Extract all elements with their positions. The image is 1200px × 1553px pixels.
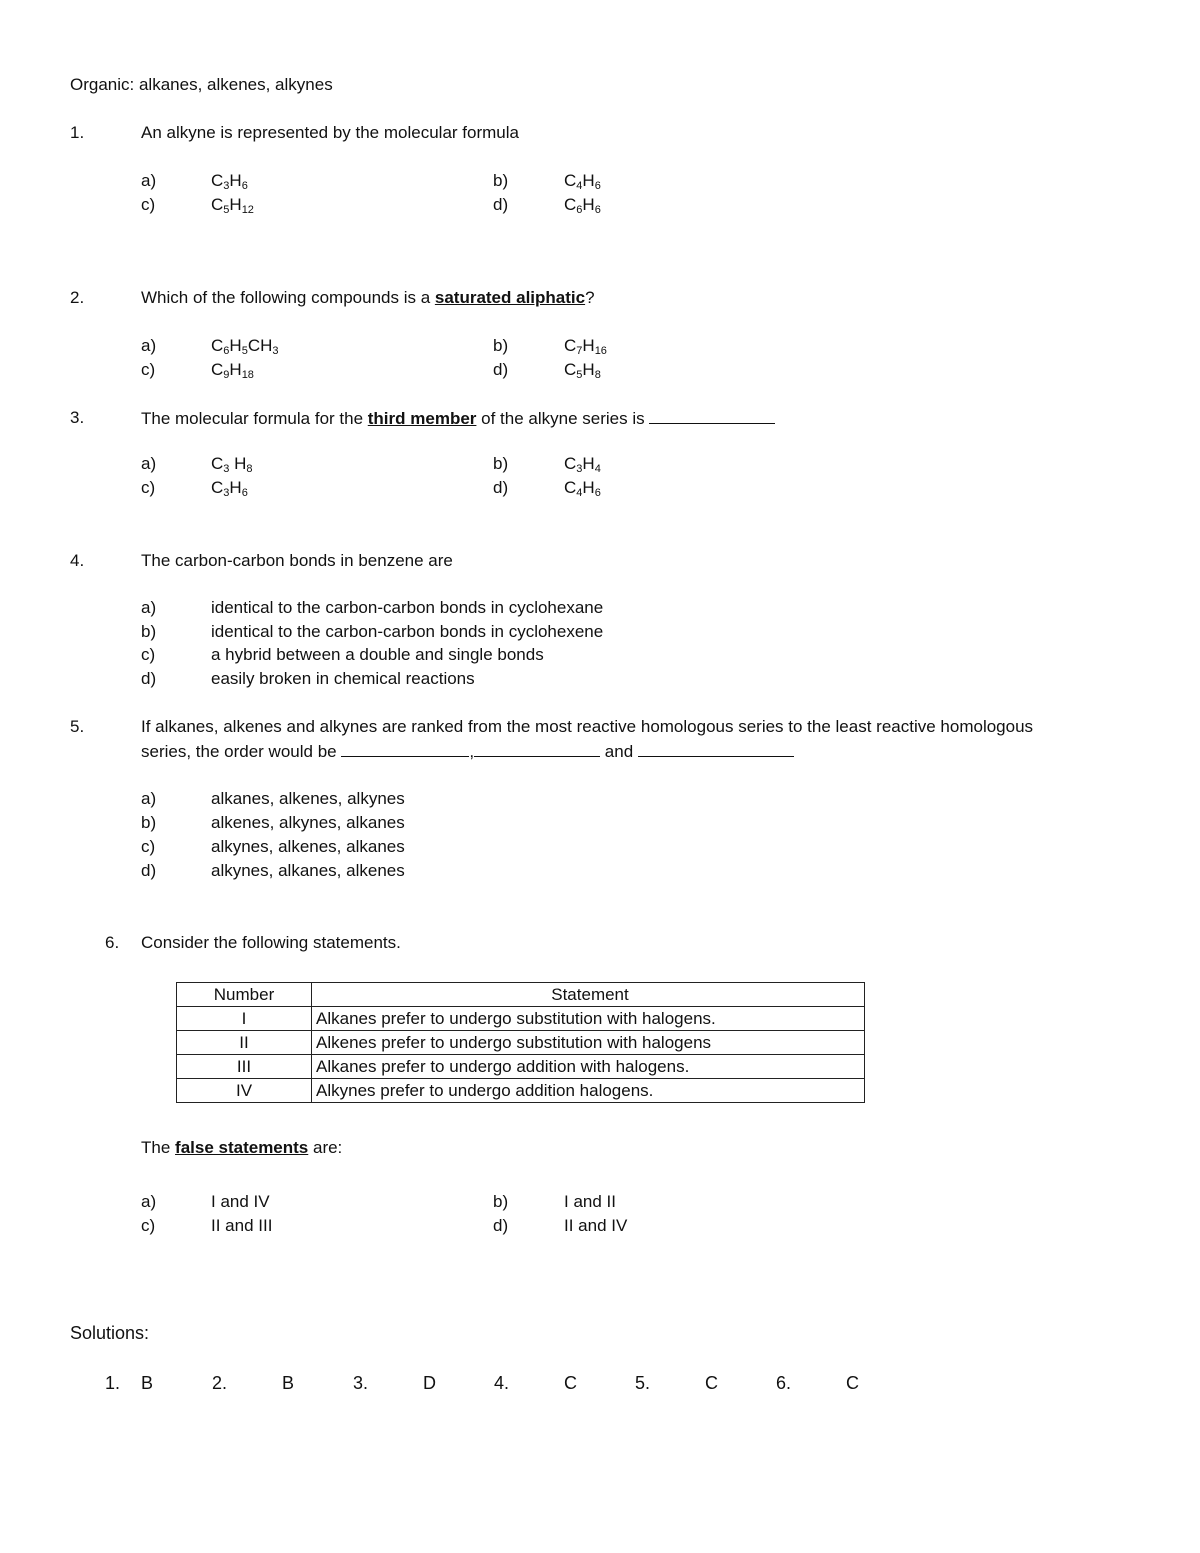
q5-option-b: alkenes, alkynes, alkanes	[211, 813, 405, 832]
table-header-row	[177, 983, 865, 1007]
q6-option-b: I and II	[564, 1192, 616, 1211]
q3-option-c-label: c)	[141, 478, 156, 497]
q5-text-line1: If alkanes, alkenes and alkynes are ranked from the most reactive homologous series to the least reactive homologous	[141, 717, 1034, 736]
q5-option-a: alkanes, alkenes, alkynes	[211, 789, 405, 808]
q2-number: 2.	[70, 288, 85, 307]
table-row	[177, 1007, 865, 1031]
q3-option-a: $C_3$ $H_8$	[211, 454, 253, 475]
q3-option-b: $C_3H_4$	[564, 454, 601, 475]
q5-text-line2: series, the order would be , and	[141, 740, 794, 763]
q6-option-c-label: c)	[141, 1216, 156, 1235]
q5-option-c-label: c)	[141, 837, 156, 856]
q5-blank-1	[341, 740, 469, 757]
solution-answer: C	[846, 1373, 859, 1393]
q2-option-a-label: a)	[141, 336, 157, 355]
solution-answer: C	[564, 1373, 577, 1393]
q6-option-a: I and IV	[211, 1192, 270, 1211]
q2-option-c-label: c)	[141, 360, 156, 379]
statements-table	[176, 982, 865, 1103]
q4-option-d: easily broken in chemical reactions	[211, 669, 475, 688]
solution-answer: B	[141, 1373, 154, 1393]
q2-emphasis: saturated aliphatic	[434, 288, 586, 307]
q6-option-c: II and III	[211, 1216, 273, 1235]
solution-number: 2.	[212, 1373, 228, 1393]
q3-option-d-label: d)	[493, 478, 509, 497]
table-row	[177, 1055, 865, 1079]
q2-option-b-label: b)	[493, 336, 509, 355]
q6-option-d-label: d)	[493, 1216, 509, 1235]
q1-text: An alkyne is represented by the molecular formula	[141, 123, 519, 142]
table-cell-number: I	[177, 1007, 312, 1031]
q4-number: 4.	[70, 551, 85, 570]
solution-answer: D	[423, 1373, 436, 1393]
solution-number: 1.	[105, 1373, 121, 1393]
q3-emphasis: third member	[367, 409, 477, 428]
q1-number: 1.	[70, 123, 85, 142]
q2-option-b: $C_7H_{16}$	[564, 336, 607, 357]
q1-option-a: $C_3H_6$	[211, 171, 248, 192]
q1-option-c-label: c)	[141, 195, 156, 214]
table-cell-number: IV	[177, 1079, 312, 1103]
q1-option-c: $C_5H_{12}$	[211, 195, 254, 216]
q1-option-d: $C_6H_6$	[564, 195, 601, 216]
q6-text: Consider the following statements.	[141, 933, 401, 952]
table-cell-number: III	[177, 1055, 312, 1079]
q3-answer-blank	[649, 407, 775, 424]
solution-answer: B	[282, 1373, 295, 1393]
q1-option-b-label: b)	[493, 171, 509, 190]
q1-option-a-label: a)	[141, 171, 157, 190]
q5-blank-2	[474, 740, 600, 757]
table-cell-statement: Alkynes prefer to undergo addition halogens.	[312, 1079, 865, 1103]
q4-option-b: identical to the carbon-carbon bonds in cyclohexene	[211, 622, 604, 641]
q2-text: Which of the following compounds is a saturated aliphatic?	[141, 288, 595, 307]
q4-option-d-label: d)	[141, 669, 157, 688]
q6-option-d: II and IV	[564, 1216, 628, 1235]
q5-option-d-label: d)	[141, 861, 157, 880]
q2-option-a: $C_6H_5CH_3$	[211, 336, 279, 357]
q3-option-b-label: b)	[493, 454, 509, 473]
solution-number: 4.	[494, 1373, 510, 1393]
table-cell-statement: Alkanes prefer to undergo addition with halogens.	[312, 1055, 865, 1079]
q2-option-d-label: d)	[493, 360, 509, 379]
q4-option-c: a hybrid between a double and single bonds	[211, 645, 544, 664]
q4-option-b-label: b)	[141, 622, 157, 641]
q5-blank-3	[638, 740, 794, 757]
table-cell-number: II	[177, 1031, 312, 1055]
q3-option-d: $C_4H_6$	[564, 478, 601, 499]
table-cell-statement: Alkanes prefer to undergo substitution with halogens.	[312, 1007, 865, 1031]
q4-option-c-label: c)	[141, 645, 156, 664]
q3-option-a-label: a)	[141, 454, 157, 473]
q6-option-b-label: b)	[493, 1192, 509, 1211]
q5-option-c: alkynes, alkenes, alkanes	[211, 837, 405, 856]
q1-option-b: $C_4H_6$	[564, 171, 601, 192]
q2-option-c: $C_9H_{18}$	[211, 360, 254, 381]
q4-text: The carbon-carbon bonds in benzene are	[141, 551, 453, 570]
q6-emphasis: false statements	[175, 1138, 309, 1157]
q2-option-d: $C_5H_8$	[564, 360, 601, 381]
solutions-heading: Solutions:	[70, 1323, 150, 1343]
table-cell-statement: Alkenes prefer to undergo substitution with halogens	[312, 1031, 865, 1055]
solution-number: 5.	[635, 1373, 651, 1393]
solution-number: 3.	[353, 1373, 369, 1393]
q6-number: 6.	[105, 933, 120, 952]
table-row	[177, 1079, 865, 1103]
q6-option-a-label: a)	[141, 1192, 157, 1211]
q1-option-d-label: d)	[493, 195, 509, 214]
q3-number: 3.	[70, 408, 85, 427]
q5-option-d: alkynes, alkanes, alkenes	[211, 861, 405, 880]
q3-option-c: $C_3H_6$	[211, 478, 248, 499]
table-header-statement: Statement	[312, 983, 865, 1007]
q4-option-a-label: a)	[141, 598, 157, 617]
q4-option-a: identical to the carbon-carbon bonds in cyclohexane	[211, 598, 604, 617]
q5-option-a-label: a)	[141, 789, 157, 808]
page-title: Organic: alkanes, alkenes, alkynes	[70, 75, 333, 94]
q5-option-b-label: b)	[141, 813, 157, 832]
q3-text: The molecular formula for the third member of the alkyne series is	[141, 407, 775, 430]
table-header-number: Number	[177, 983, 312, 1007]
table-row	[177, 1031, 865, 1055]
q6-false-statements-prompt: The false statements are:	[141, 1138, 343, 1157]
solution-number: 6.	[776, 1373, 792, 1393]
q5-number: 5.	[70, 717, 85, 736]
solution-answer: C	[705, 1373, 718, 1393]
